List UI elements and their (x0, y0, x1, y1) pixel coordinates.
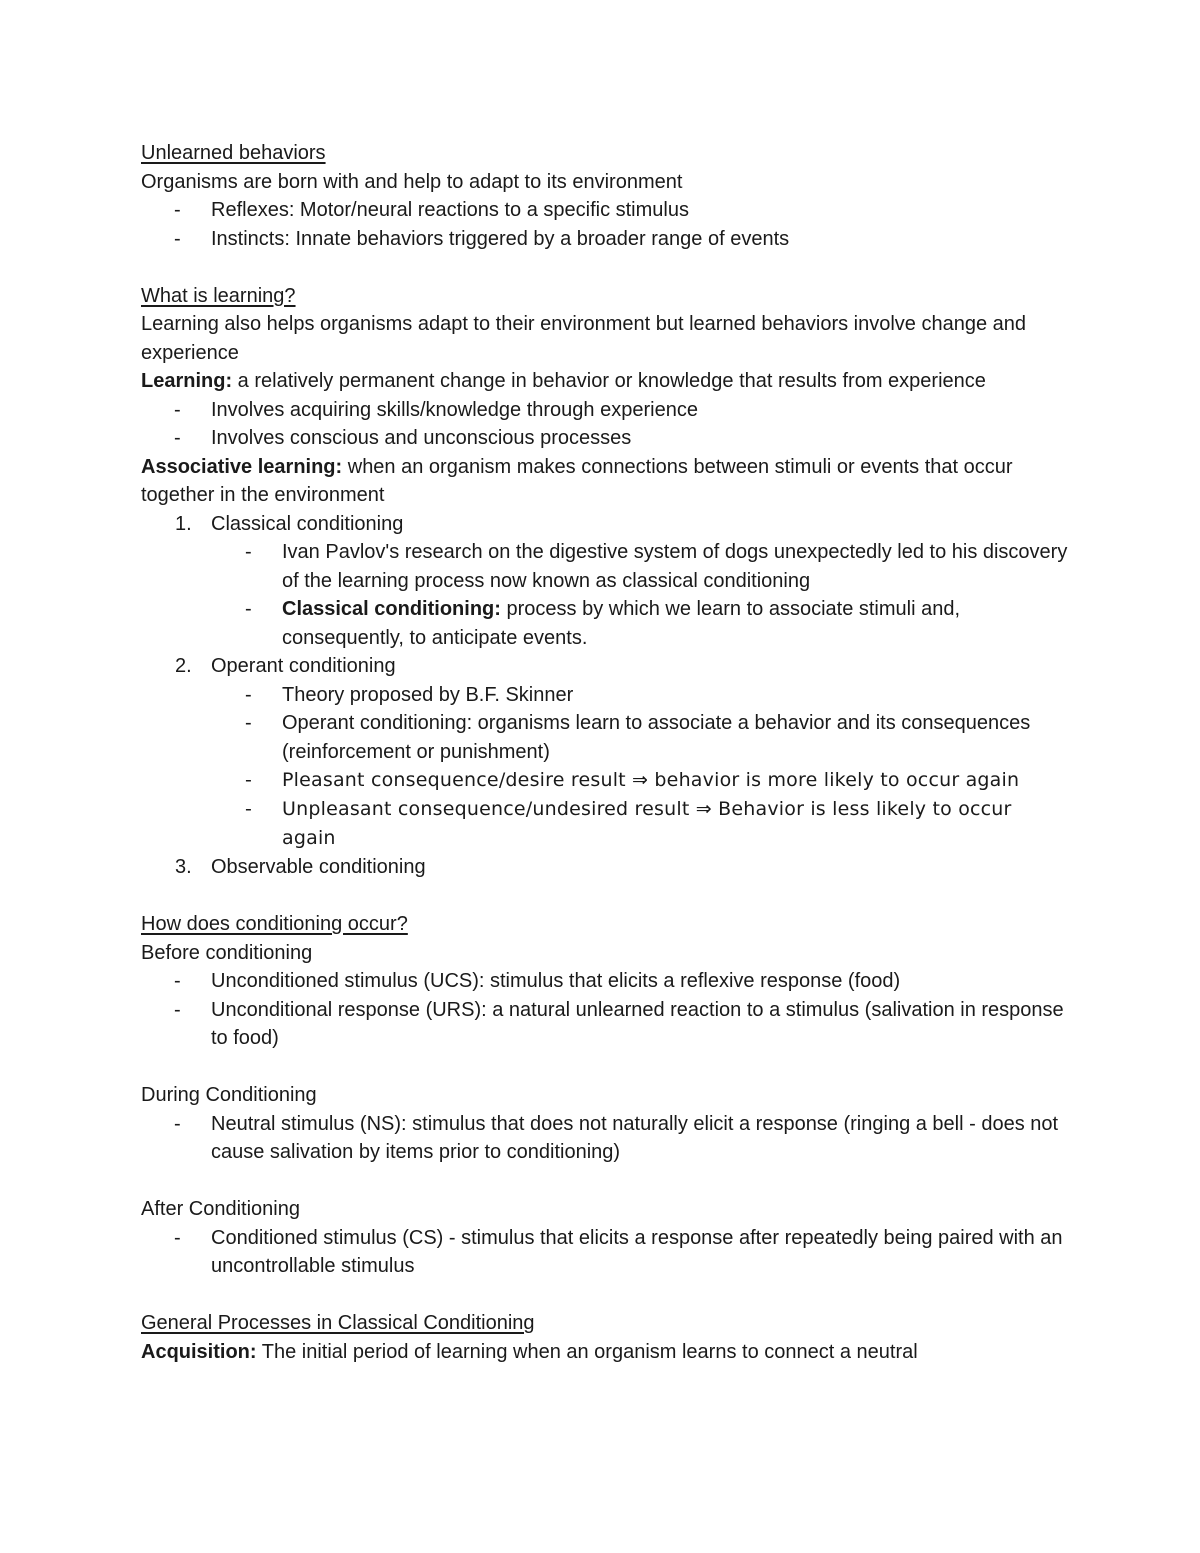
list-item-text: Instincts: Innate behaviors triggered by a broader range of events (211, 227, 790, 250)
list-item (141, 709, 1071, 766)
list-item-text: Neutral stimulus (NS): stimulus that does not naturally elicit a response (ringing a bell - does not cause salivation by items prior to conditioning) (211, 1112, 1059, 1163)
numbered-item-label: Classical conditioning (211, 512, 404, 535)
numbered-item-observable (141, 853, 1071, 882)
definition-acquisition (141, 1338, 1071, 1367)
list-item-text: Unconditioned stimulus (UCS): stimulus that elicits a reflexive response (food) (211, 970, 901, 992)
dash-marker: - (245, 683, 252, 706)
list-item (141, 967, 1071, 996)
dash-marker: - (174, 1226, 181, 1249)
numbered-item-label: Operant conditioning (211, 655, 396, 677)
list-item (141, 595, 1071, 652)
dash-marker: - (245, 712, 252, 734)
number-marker: 3. (175, 856, 192, 878)
paragraph-unlearned-intro: Organisms are born with and help to adapt to its environment (141, 170, 683, 193)
list-item (141, 1224, 1071, 1281)
term-learning: Learning: (141, 370, 233, 392)
term-classical-conditioning: Classical conditioning: (282, 598, 501, 620)
dash-marker: - (245, 769, 253, 791)
dash-marker: - (245, 798, 253, 820)
subheading-after-conditioning: After Conditioning (141, 1198, 300, 1220)
list-item (141, 766, 1071, 795)
list-item (141, 996, 1071, 1053)
paragraph-learning-intro: Learning also helps organisms adapt to their environment but learned behaviors involve change and experience (141, 313, 1032, 364)
document-body (141, 139, 1071, 1366)
numbered-item-label: Observable conditioning (211, 856, 426, 878)
list-item-text: Operant conditioning: organisms learn to associate a behavior and its consequences (reinforcement or punishment) (282, 712, 1031, 763)
dash-marker: - (245, 598, 252, 620)
list-item (141, 196, 1071, 225)
term-acquisition: Acquisition: (141, 1340, 257, 1363)
number-marker: 2. (175, 655, 192, 677)
list-item-text: Unconditional response (URS): a natural unlearned reaction to a stimulus (salivation in response to food) (211, 998, 1064, 1049)
numbered-item-classical (141, 510, 1071, 539)
list-item-text: Unpleasant consequence/undesired result ⇒ Behavior is less likely to occur again (282, 798, 1012, 849)
dash-marker: - (174, 227, 181, 250)
list-item-text: Reflexes: Motor/neural reactions to a specific stimulus (211, 199, 689, 221)
term-associative-learning: Associative learning: (141, 455, 343, 478)
dash-marker: - (174, 398, 181, 421)
subheading-before-conditioning: Before conditioning (141, 941, 313, 964)
dash-marker: - (245, 541, 252, 563)
number-marker: 1. (175, 512, 192, 535)
definition-learning (141, 367, 1071, 396)
list-item-text: Theory proposed by B.F. Skinner (282, 683, 574, 706)
heading-unlearned-behaviors: Unlearned behaviors (141, 142, 326, 164)
list-item (141, 681, 1071, 710)
heading-what-is-learning: What is learning? (141, 284, 296, 307)
dash-marker: - (174, 970, 181, 992)
list-item (141, 1110, 1071, 1167)
list-item (141, 538, 1071, 595)
heading-general-processes: General Processes in Classical Conditioning (141, 1312, 535, 1334)
numbered-item-operant (141, 652, 1071, 681)
definition-associative-learning (141, 453, 1071, 510)
list-item (141, 396, 1071, 425)
list-item (141, 795, 1071, 853)
list-item (141, 424, 1071, 453)
list-item-text: Conditioned stimulus (CS) - stimulus that elicits a response after repeatedly being paired with an uncontrollable stimulus (211, 1226, 1063, 1277)
heading-how-does-conditioning-occur: How does conditioning occur? (141, 913, 408, 935)
dash-marker: - (174, 199, 181, 221)
definition-text: when an organism makes connections between stimuli or events that occur together in the environment (141, 455, 1019, 506)
dash-marker: - (174, 427, 181, 449)
subheading-during-conditioning: During Conditioning (141, 1084, 317, 1106)
dash-marker: - (174, 998, 181, 1021)
list-item-text: Ivan Pavlov's research on the digestive system of dogs unexpectedly led to his discovery of the learning process now known as classical conditioning (282, 541, 1068, 592)
list-item-text: Pleasant consequence/desire result ⇒ behavior is more likely to occur again (282, 769, 1020, 791)
dash-marker: - (174, 1112, 181, 1135)
definition-text: process by which we learn to associate stimuli and, consequently, to anticipate events. (282, 598, 961, 649)
list-item-text: Involves conscious and unconscious processes (211, 427, 632, 449)
list-item-text: Involves acquiring skills/knowledge through experience (211, 398, 698, 421)
definition-text: a relatively permanent change in behavior or knowledge that results from experience (232, 370, 986, 392)
list-item (141, 225, 1071, 254)
definition-text: The initial period of learning when an organism learns to connect a neutral (256, 1340, 918, 1363)
